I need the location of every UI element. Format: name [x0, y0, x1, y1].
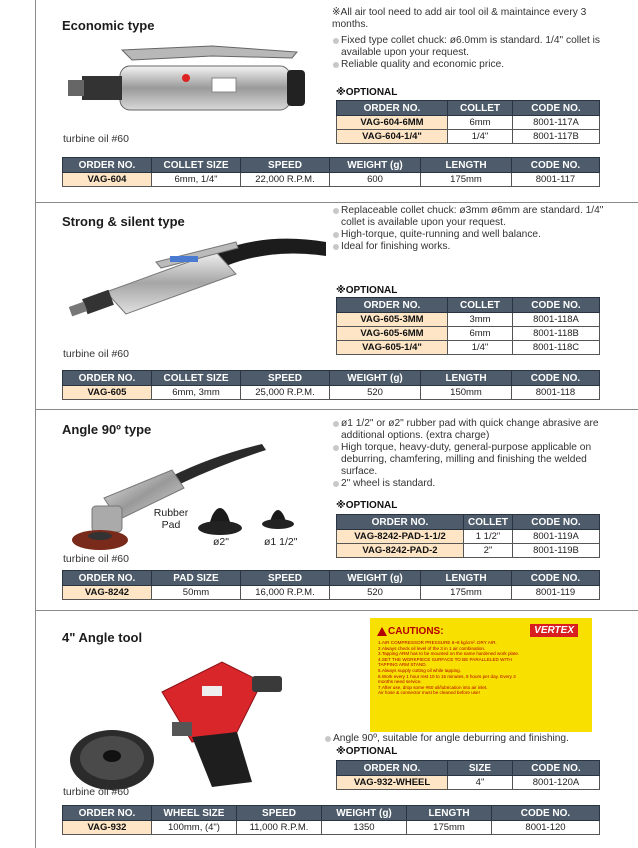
order-no-cell: VAG-605-1/4" — [337, 341, 448, 355]
col-header: CODE NO. — [512, 371, 600, 386]
caution-line: months need service. — [378, 679, 422, 685]
optional-table-strong-silent — [336, 297, 600, 355]
note-item: Ideal for finishing works. — [332, 241, 622, 253]
section-notes-4in-angle — [324, 733, 624, 745]
spec-cell: 25,000 R.P.M. — [241, 386, 330, 400]
col-header: SIZE — [448, 761, 513, 776]
col-header: SPEED — [241, 158, 330, 173]
col-header: ORDER NO. — [337, 298, 448, 313]
table-row — [63, 173, 600, 187]
spec-table-economic — [62, 157, 600, 187]
table-row — [337, 313, 600, 327]
col-header: SPEED — [241, 571, 330, 586]
col-header: ORDER NO. — [337, 761, 448, 776]
spec-cell: 6mm, 1/4" — [152, 173, 241, 187]
optional-table-angle-90 — [336, 514, 600, 558]
code-cell: 8001-118B — [513, 327, 600, 341]
turbine-oil-label: turbine oil #60 — [63, 786, 129, 798]
order-no-cell: VAG-932-WHEEL — [337, 776, 448, 790]
spec-table-4in-angle — [62, 805, 600, 835]
order-no-cell: VAG-932 — [63, 821, 152, 835]
vertex-logo: VERTEX — [530, 624, 578, 637]
spec-table-strong-silent — [62, 370, 600, 400]
section-notes-angle-90 — [332, 418, 622, 490]
caution-line: 5.Always supply cutting oil while tapping. — [378, 667, 461, 673]
caution-line: 6.Work every 1 hour rest 10 to 15 minutes, 8 hours per day. Every 3 — [378, 673, 516, 679]
caution-line: 7.After use, drop some #60 oil/lubrication into air inlet. — [378, 684, 488, 690]
col-header: COLLET — [464, 515, 513, 530]
col-header: ORDER NO. — [63, 371, 152, 386]
col-header: WHEEL SIZE — [152, 806, 237, 821]
spec-cell: 175mm — [407, 821, 492, 835]
section-title-economic: Economic type — [62, 18, 155, 33]
table-row — [337, 327, 600, 341]
caution-line: 4.SET THE WORKPIECE SURFACE TO BE PARALLELED WITH — [378, 656, 512, 662]
order-no-cell: VAG-8242-PAD-1-1/2 — [337, 530, 464, 544]
order-no-cell: VAG-8242-PAD-2 — [337, 544, 464, 558]
collet-cell: 6mm — [448, 327, 513, 341]
col-header: COLLET — [448, 298, 513, 313]
section-title-4in-angle: 4" Angle tool — [62, 630, 143, 645]
section-title-strong-silent: Strong & silent type — [62, 214, 185, 229]
col-header: CODE NO. — [513, 515, 600, 530]
col-header: ORDER NO. — [337, 101, 448, 116]
spec-cell: 11,000 R.P.M. — [237, 821, 322, 835]
col-header: WEIGHT (g) — [330, 158, 421, 173]
order-no-cell: VAG-604-6MM — [337, 116, 448, 130]
spec-cell: 600 — [330, 173, 421, 187]
turbine-oil-label: turbine oil #60 — [63, 133, 129, 145]
col-header: CODE NO. — [513, 761, 600, 776]
table-row — [337, 776, 600, 790]
code-cell: 8001-117A — [513, 116, 600, 130]
left-border — [35, 0, 36, 848]
order-no-cell: VAG-605 — [63, 386, 152, 400]
note-item: Replaceable collet chuck: ø3mm ø6mm are standard. 1/4" collet is available upon your request. — [332, 205, 622, 229]
caution-line: TAPPING ARM STAND. — [378, 662, 427, 668]
collet-cell: 2" — [464, 544, 513, 558]
note-item: High-torque, quite-running and well balance. — [332, 229, 622, 241]
code-cell: 8001-118C — [513, 341, 600, 355]
order-no-cell: VAG-8242 — [63, 586, 152, 600]
turbine-oil-label: turbine oil #60 — [63, 348, 129, 360]
warning-icon — [377, 627, 387, 636]
collet-cell: 3mm — [448, 313, 513, 327]
table-row — [337, 130, 600, 144]
col-header: LENGTH — [407, 806, 492, 821]
section-divider — [35, 202, 638, 203]
note-item: Reliable quality and economic price. — [332, 59, 622, 71]
col-header: WEIGHT (g) — [330, 371, 421, 386]
turbine-oil-label: turbine oil #60 — [63, 553, 129, 565]
optional-label: ※OPTIONAL — [336, 87, 398, 98]
spec-cell: 175mm — [421, 173, 512, 187]
note-item: Fixed type collet chuck: ø6.0mm is standard. 1/4" collet is available upon your request. — [332, 35, 622, 59]
spec-cell: 8001-119 — [512, 586, 600, 600]
pad-size-label: ø2" — [213, 536, 229, 548]
pad-size-label: ø1 1/2" — [264, 536, 298, 548]
order-no-cell: VAG-605-6MM — [337, 327, 448, 341]
caution-line: 2.Always check oil level of the 3 in 1 air combination. — [378, 645, 486, 651]
strong-silent-grinder-image — [66, 222, 336, 322]
col-header: CODE NO. — [512, 158, 600, 173]
section-notes-strong-silent — [332, 205, 622, 253]
col-header: CODE NO. — [512, 571, 600, 586]
col-header: LENGTH — [421, 371, 512, 386]
table-row — [337, 544, 600, 558]
col-header: ORDER NO. — [63, 158, 152, 173]
order-no-cell: VAG-604 — [63, 173, 152, 187]
col-header: PAD SIZE — [152, 571, 241, 586]
section-divider — [35, 610, 638, 611]
code-cell: 8001-119B — [513, 544, 600, 558]
size-cell: 4" — [448, 776, 513, 790]
spec-cell: 1350 — [322, 821, 407, 835]
col-header: CODE NO. — [513, 298, 600, 313]
table-row — [337, 530, 600, 544]
caution-line: 1.AIR COMPRESSOR PRESSURE 6~8 kg/cm². DRY AIR. — [378, 640, 497, 645]
spec-cell: 6mm, 3mm — [152, 386, 241, 400]
col-header: ORDER NO. — [63, 806, 152, 821]
optional-label: ※OPTIONAL — [336, 285, 398, 296]
spec-cell: 150mm — [421, 386, 512, 400]
section-notes-economic — [332, 7, 622, 71]
spec-cell: 520 — [330, 586, 421, 600]
angle-tool-image — [62, 652, 332, 792]
col-header: SPEED — [241, 371, 330, 386]
col-header: COLLET SIZE — [152, 371, 241, 386]
col-header: LENGTH — [421, 158, 512, 173]
table-row — [63, 386, 600, 400]
order-no-cell: VAG-605-3MM — [337, 313, 448, 327]
rubber-pad-label: Rubber Pad — [153, 507, 189, 531]
col-header: ORDER NO. — [337, 515, 464, 530]
col-header: CODE NO. — [513, 101, 600, 116]
section-title-angle-90: Angle 90º type — [62, 422, 152, 437]
caution-text — [378, 640, 583, 696]
spec-cell: 175mm — [421, 586, 512, 600]
note-item: Angle 90º, suitable for angle deburring and finishing. — [324, 733, 624, 745]
spec-cell: 8001-118 — [512, 386, 600, 400]
caution-title: CAUTIONS: — [388, 626, 444, 637]
economic-grinder-image — [62, 38, 322, 138]
note-item: ø1 1/2" or ø2" rubber pad with quick change abrasive are additional options. (extra charge) — [332, 418, 622, 442]
collet-cell: 1/4" — [448, 130, 513, 144]
col-header: CODE NO. — [492, 806, 600, 821]
table-row — [63, 821, 600, 835]
note-item: High torque, heavy-duty, general-purpose applicable on deburring, chamfering, milling and finishing the welded surface. — [332, 442, 622, 478]
spec-cell: 22,000 R.P.M. — [241, 173, 330, 187]
code-cell: 8001-118A — [513, 313, 600, 327]
spec-cell: 8001-120 — [492, 821, 600, 835]
table-row — [63, 586, 600, 600]
collet-cell: 1/4" — [448, 341, 513, 355]
code-cell: 8001-120A — [513, 776, 600, 790]
caution-line: 3.Tapping ARM has to be mounted on the same hardened work plate. — [378, 651, 520, 657]
table-row — [337, 341, 600, 355]
note-item: 2" wheel is standard. — [332, 478, 622, 490]
order-no-cell: VAG-604-1/4" — [337, 130, 448, 144]
col-header: COLLET — [448, 101, 513, 116]
optional-table-4in-angle — [336, 760, 600, 790]
spec-cell: 100mm, (4") — [152, 821, 237, 835]
spec-cell: 50mm — [152, 586, 241, 600]
col-header: ORDER NO. — [63, 571, 152, 586]
spec-table-angle-90 — [62, 570, 600, 600]
optional-table-economic — [336, 100, 600, 144]
spec-cell: 16,000 R.P.M. — [241, 586, 330, 600]
collet-cell: 1 1/2" — [464, 530, 513, 544]
col-header: SPEED — [237, 806, 322, 821]
spec-cell: 8001-117 — [512, 173, 600, 187]
code-cell: 8001-119A — [513, 530, 600, 544]
col-header: LENGTH — [421, 571, 512, 586]
caution-box — [370, 618, 592, 732]
collet-cell: 6mm — [448, 116, 513, 130]
optional-label: ※OPTIONAL — [336, 500, 398, 511]
note-item: ※All air tool need to add air tool oil & maintaince every 3 months. — [332, 7, 587, 30]
spec-cell: 520 — [330, 386, 421, 400]
section-divider — [35, 409, 638, 410]
caution-line: Air hose & connector must be cleaned before use! — [378, 690, 480, 696]
col-header: WEIGHT (g) — [330, 571, 421, 586]
table-row — [337, 116, 600, 130]
col-header: COLLET SIZE — [152, 158, 241, 173]
col-header: WEIGHT (g) — [322, 806, 407, 821]
code-cell: 8001-117B — [513, 130, 600, 144]
optional-label: ※OPTIONAL — [336, 746, 398, 757]
